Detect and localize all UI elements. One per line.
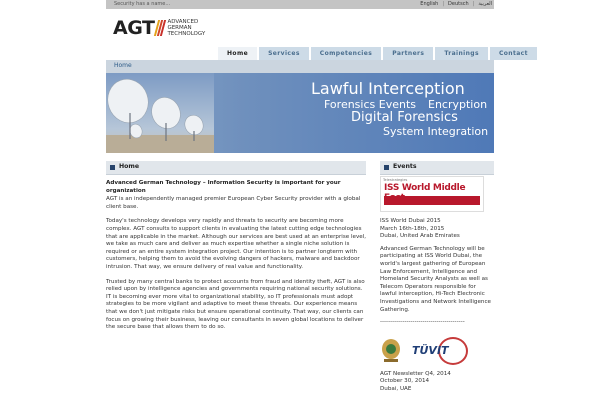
event-dates: March 16th-18th, 2015 xyxy=(380,225,445,232)
logo-line: ADVANCED xyxy=(167,19,199,25)
language-arabic[interactable]: العربية xyxy=(478,1,492,7)
logo-line: TECHNOLOGY xyxy=(167,31,206,37)
events-column xyxy=(380,176,492,394)
tab-services[interactable]: Services xyxy=(259,47,309,60)
event-title[interactable]: ISS World Dubai 2015 xyxy=(380,218,441,224)
event-description: Advanced German Technology will be participating at ISS World Dubai, the world's largest gathering of European Law Enforcement, Intelligence and Homeland Security Analysts as well as Telecom Operators responsible for lawful interception, Hi-Tech Electronic Investigations and Network Intelligence Gathering. xyxy=(380,245,491,313)
square-bullet-icon xyxy=(110,165,115,170)
home-section-header xyxy=(106,161,366,175)
logo-letters: AGT xyxy=(113,17,155,39)
logo-wordmark xyxy=(167,19,205,37)
breadcrumb[interactable]: Home xyxy=(114,62,132,69)
logo-line: GERMAN xyxy=(167,25,192,31)
paragraph: Trusted by many central banks to protect accounts from fraud and identity theft, AGT is also relied upon by intelligence agencies and governments requiring national security solutions. IT is becoming ever more vital to organizational stability, so IT professionals must adopt strategies to be more vigilant and adaptive to meet these threats. Our experience means that we don't just mitigate risks but ensure operational continuity. That way, our clients can focus on growing their business, leaving our consultants in seven global locations to deliver the secure base that allows them to do so. xyxy=(106,278,365,331)
newsletter-title[interactable]: AGT Newsletter Q4, 2014 xyxy=(380,370,451,377)
divider: | xyxy=(472,1,475,7)
tab-competencies[interactable]: Competencies xyxy=(311,47,381,60)
satellite-dishes-photo xyxy=(106,73,214,153)
iss-badge: ISS World Middle xyxy=(384,183,466,193)
tuvit-emblem-row[interactable] xyxy=(380,333,492,369)
uae-emblem-icon xyxy=(380,337,402,365)
slogan: Security has a name... xyxy=(114,1,171,7)
language-deutsch[interactable]: Deutsch xyxy=(448,1,469,7)
section-title: Home xyxy=(119,163,140,170)
banner-line-forensics-events: Forensics Events xyxy=(324,98,416,111)
tab-partners[interactable]: Partners xyxy=(383,47,433,60)
square-bullet-icon xyxy=(384,165,389,170)
section-title: Events xyxy=(393,163,417,170)
banner-line-digital-forensics: Digital Forensics xyxy=(351,110,458,125)
language-english[interactable]: English xyxy=(420,1,439,7)
agt-logo[interactable] xyxy=(113,17,205,39)
events-section-header xyxy=(380,161,494,175)
iss-small-label: Telestrategies xyxy=(383,178,408,182)
banner-line-lawful-interception: Lawful Interception xyxy=(311,79,465,98)
logo-stripes-icon xyxy=(154,20,166,36)
iss-world-banner[interactable] xyxy=(380,176,484,212)
event-place: Dubai, United Arab Emirates xyxy=(380,233,460,240)
main-nav xyxy=(218,47,537,60)
newsletter-place: Dubai, UAE xyxy=(380,385,412,392)
hero-banner xyxy=(106,73,494,153)
paragraph: AGT is an independently managed premier European Cyber Security provider with a global client base. xyxy=(106,196,361,210)
language-switcher xyxy=(420,1,492,7)
tab-contact[interactable]: Contact xyxy=(490,47,537,60)
paragraph: Today's technology develops very rapidly and threats to security are becoming more complex. AGT consults to support clients in evaluating the latest cutting edge technologies that are applicable in the market. Although our services are best used at an enterprise level, we take as much care and deliver as much expertise whether a single niche solution is required or an entire system integration project. Our intention is to partner longterm with customers, helping them to avoid the evolving dangers of hackers, malware and backdoor intrusion. That way, we ensure delivery of real value and functionality. xyxy=(106,218,367,270)
banner-line-system-integration: System Integration xyxy=(383,125,489,138)
tuvit-logo xyxy=(410,337,468,365)
iss-badge-stripe xyxy=(384,196,480,205)
breadcrumb-bar xyxy=(106,60,494,73)
events-divider: ------------------------------------------ xyxy=(380,319,465,326)
tab-trainings[interactable]: Trainings xyxy=(435,47,488,60)
home-content xyxy=(106,180,368,339)
content-heading: Advanced German Technology – Information Security is important for your organization xyxy=(106,180,341,194)
banner-line-encryption: Encryption xyxy=(428,98,488,111)
divider: | xyxy=(442,1,445,7)
newsletter-date: October 30, 2014 xyxy=(380,378,430,385)
tab-home[interactable]: Home xyxy=(218,47,257,60)
tuvit-label: TÜVIT xyxy=(412,343,449,357)
